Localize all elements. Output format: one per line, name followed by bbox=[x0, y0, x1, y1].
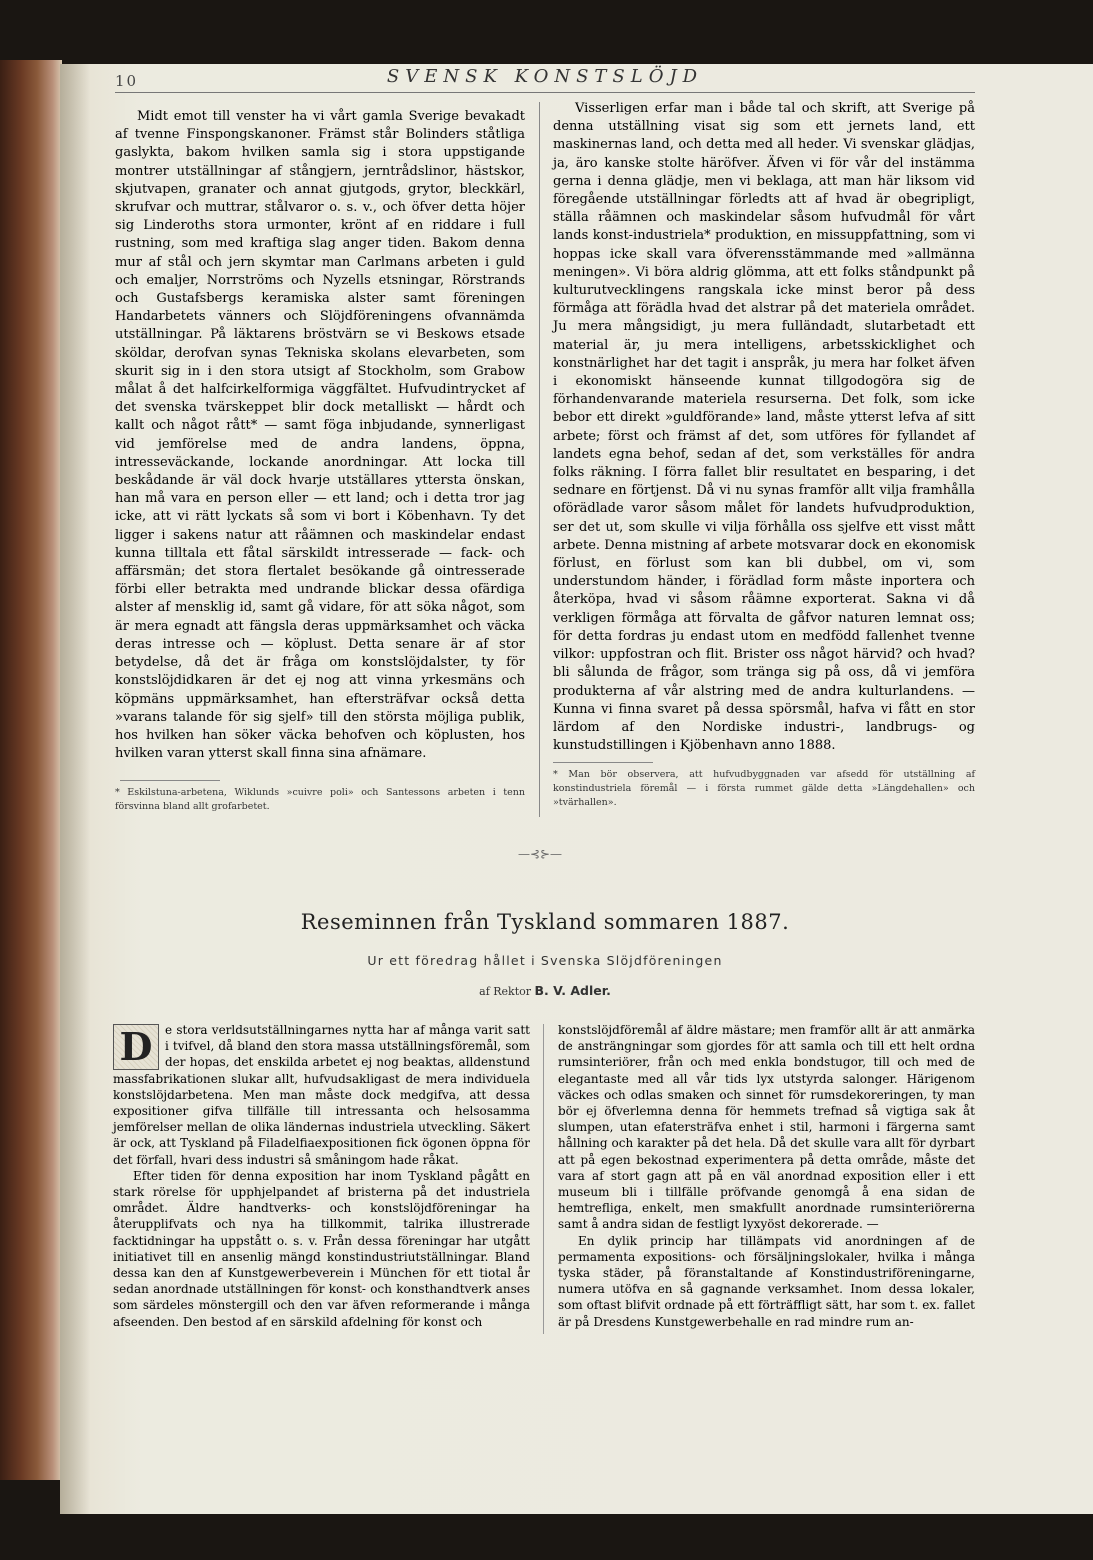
left-column bbox=[115, 108, 525, 763]
dropcap-initial: D bbox=[113, 1024, 159, 1070]
article-right-column bbox=[558, 1022, 975, 1330]
footnote-right: * Man bör observera, att hufvudbyggnaden var afsedd för utställning af konstindustriela föremål — i första rummet gälde detta »Längdehallen» och »tvärhallen». bbox=[553, 769, 975, 808]
article-paragraph: konstslöjdföremål af äldre mästare; men framför allt är att anmärka de ansträngningar som gjordes för att samla och till ett helt ordna rumsinteriörer, från och med enkla bondstugor, till och med de elegantaste med all vår tids lyx utstyrda salonger. Härigenom väckes och odlas smaken och sinnet för rumsdekoreringen, ty man bör ej öfverlemna denna för hemmets trefnad så vigtiga sak åt slumpen, utan efatersträfva enhet i stil, harmoni i färgerna samt hållning och karakter på det hela. Då det skulle vara allt för dyrbart att på egen bekostnad experimentera på detta område, måste det vara af stort gagn att på en väl anordnad exposition eller i ett museum bli i tillfälle pröfvande genomgå å ena sidan de hemtrefliga, enkelt, men smakfullt anordnade rumsinteriörerna samt å andra sidan de festligt lyxyöst dekorerade. — bbox=[558, 1023, 975, 1232]
article-left-column bbox=[113, 1022, 530, 1330]
article-paragraph: Efter tiden för denna exposition har inom Tyskland pågått en stark rörelse för upphjelpandet af bristerna på det industriela området. Äldre handtverks- och konstslöjdföreningar ha återupplifvats och nya ha tillkommit, talrika illustrerade facktidningar ha uppstått o. s. v. Från dessa föreningar har utgått initiativet till en ansenlig mängd konstindustriutställningar. Bland dessa kan den af Kunstgewerbeverein i München för ett tiotal år sedan anordnade utställningen för konst- och konsthandtverk anses som särdeles mönstergill och den var äfven reformerande i många afseenden. Den bestod af en särskild afdelning för konst och bbox=[113, 1168, 530, 1329]
section-ornament: —⊰⊱— bbox=[517, 847, 563, 861]
article-subtitle: Ur ett föredrag hållet i Svenska Slöjdföreningen bbox=[367, 953, 723, 968]
column-divider bbox=[539, 102, 540, 817]
right-column-paragraph: Visserligen erfar man i både tal och skrift, att Sverige på denna utställning visat sig som ett jernets land, ett maskinernas land, och detta med all heder. Vi svenskar glädjas, ja, äro kanske stolte häröfver. Äfven vi för vår del instämma gerna i denna glädje, men vi beklaga, att man här liksom vid föregående utställningar förledts att af hvad är obegripligt, ställa råämnen och maskindelar såsom hufvudmål för vårt lands konst-industriela* produktion, en missuppfattning, som vi hoppas icke skall vara öfverensstämmande med »allmänna meningen». Vi böra aldrig glömma, att ett folks ståndpunkt på kulturutvecklingens rangskala icke minst beror på dess förmåga att förädla hvad det alstrar på det materiela området. Ju mera mångsidigt, ju mera fulländadt, slutarbetadt ett material är, ju mera intelligens, arbetsskicklighet och konstnärlighet har det tagit i anspråk, ju mera har folket äfven i ekonomiskt hänseende kunnat tillgodogöra sig de förhandenvarande materiela resurserna. Det folk, som icke bebor ett direkt »guldförande» land, måste ytterst lefva af sitt arbete; först och främst af det, som utföres för fyllandet af landets egna behof, sedan af det, som verkställes för andra folks räkning. I förra fallet blir resultatet en besparing, i det sednare en förtjenst. Då vi nu synas framför allt vilja framhålla oförädlade varor såsom målet för landets hufvudproduktion, ser det ut, som skulle vi vilja förhålla oss sjelfve ett visst mått arbete. Denna mistning af arbete motsvarar dock en ekonomisk förlust, en förlust som kan bli dubbel, om vi, som understundom händer, i förädlad form måste inportera och återköpa, hvad vi såsom råämne exporterat. Sakna vi då verkligen förmåga att förvalta de gåfvor naturen lemnat oss; för detta fordras ju endast utom en medfödd fallenhet tvenne vilkor: uppfostran och flit. Brister oss något härvid? och hvad? bli sålunda de frågor, som tränga sig på oss, då vi jemföra produkterna af vår alstring med de andra kulturlandens. — Kunna vi finna svaret på dessa spörsmål, hafva vi fått en stor lärdom af den Nordiske industri-, landbrugs- og kunstudstillingen i Kjöbenhavn anno 1888. bbox=[553, 101, 975, 754]
page-gutter-shadow bbox=[60, 64, 90, 1514]
book-binding-edge bbox=[0, 60, 62, 1480]
left-column-paragraph: Midt emot till venster ha vi vårt gamla Sverige bevakadt af tvenne Finspongskanoner. Främst står Bolinders ståtliga gaslykta, bakom hvilken samla sig i stora uppstigande montrer utställningar af stångjern, jerntrådslinor, hästskor, skjutvapen, granater och annat gjutgods, grytor, bleckkärl, skrufvar och muttrar, stålvaror o. s. v., och öfver detta höjer sig Linderoths stora urmonter, krönt af en riddare i full rustning, som med kraftiga slag anger tiden. Bakom denna mur af stål och jern skymtar man Carlmans arbeten i guld och emaljer, Norrströms och Nyzells etsningar, Rörstrands och Gustafsbergs keramiska alster samt föreningen Handarbetets vänners och Slöjdföreningens ofvannämda utställningar. På läktarens bröstvärn se vi Beskows etsade sköldar, derofvan synas Tekniska skolans elevarbeten, som skurit sig in i den stora utsigt af Stockholm, som Grabow målat å det halfcirkelformiga väggfältet. Hufvudintrycket af det svenska tvärskeppet blir dock metalliskt — hårdt och kallt och något rått* — samt föga inbjudande, synnerligast vid jemförelse med de andra landens, öppna, intresseväckande, lockande anordningar. Att locka till beskådande är väl dock hvarje utställares yttersta önskan, han må vara en person eller — ett land; och i detta tror jag icke, att vi rätt lyckats så som vi bort i Köbenhavn. Ty det ligger i sakens natur att råämnen och maskindelar endast kunna tilltala ett fåtal särskildt intresserade — fack- och affärsmän; det stora flertalet besökande gå ointresserade förbi eller betrakta med undrande blickar dessa ofärdiga alster af mensklig id, samt gå vidare, för att söka något, som är mera egnadt att fängsla deras uppmärksamhet och väcka deras intresse och — köplust. Detta senare är af stor betydelse, då det är fråga om konstslöjdalster, ty för konstslöjdidkaren är det ej nog att vinna yrkesmäns och köpmäns uppmärksamhet, han eftersträfvar också detta »varans talande för sig sjelf» till den största möjliga publik, hos hvilken han söker väcka behofven och köplusten, hos hvilken varan ytterst skall finna sina afnämare. bbox=[115, 109, 525, 762]
right-column bbox=[553, 100, 975, 755]
article-paragraph-text: e stora verldsutställningarnes nytta har af många varit satt i tvifvel, då bland den stora massa utställningsföremål, som der hopas, det enskilda arbetet ej nog beaktas, alldenstund massfabrikationen slukar allt, hufvudsakligast de mera individuela konstslöjdarbetena. Men man måste dock medgifva, att dessa expositioner gifva tillfälle till intressanta och helsosamma jemförelser mellan de olika ländernas industriela utveckling. Säkert är ock, att Tyskland på Filadelfiaexpositionen fick ögonen öppna för det förfall, hvari dess industri så småningom hade råkat. bbox=[113, 1023, 530, 1167]
footnote-left: * Eskilstuna-arbetena, Wiklunds »cuivre poli» och Santessons arbeten i tenn försvinna bland allt grofarbetet. bbox=[115, 787, 525, 812]
article-paragraph: En dylik princip har tillämpats vid anordningen af de permamenta expositions- och försäljningslokaler, hvilka i många tyska städer, på föranstaltande af Konstindustriföreningarne, numera utöfva en så gagnande verksamhet. Inom dessa lokaler, som oftast blifvit ordnade på ett förträffligt sätt, har som t. ex. fallet är på Dresdens Kunstgewerbehalle en rad mindre rum an- bbox=[558, 1233, 975, 1329]
byline-prefix: af Rektor bbox=[479, 985, 532, 998]
header-rule bbox=[115, 92, 975, 93]
page-number: 10 bbox=[115, 72, 139, 90]
article-byline bbox=[115, 983, 975, 998]
article-paragraph bbox=[113, 1022, 530, 1168]
journal-title: SVENSK KONSTSLÖJD bbox=[386, 66, 704, 87]
byline-author: B. V. Adler. bbox=[534, 983, 611, 998]
footnote-rule-right bbox=[553, 762, 653, 763]
article-title: Reseminnen från Tyskland sommaren 1887. bbox=[300, 910, 790, 934]
article-column-divider bbox=[543, 1024, 544, 1334]
footnote-rule-left bbox=[120, 780, 220, 781]
